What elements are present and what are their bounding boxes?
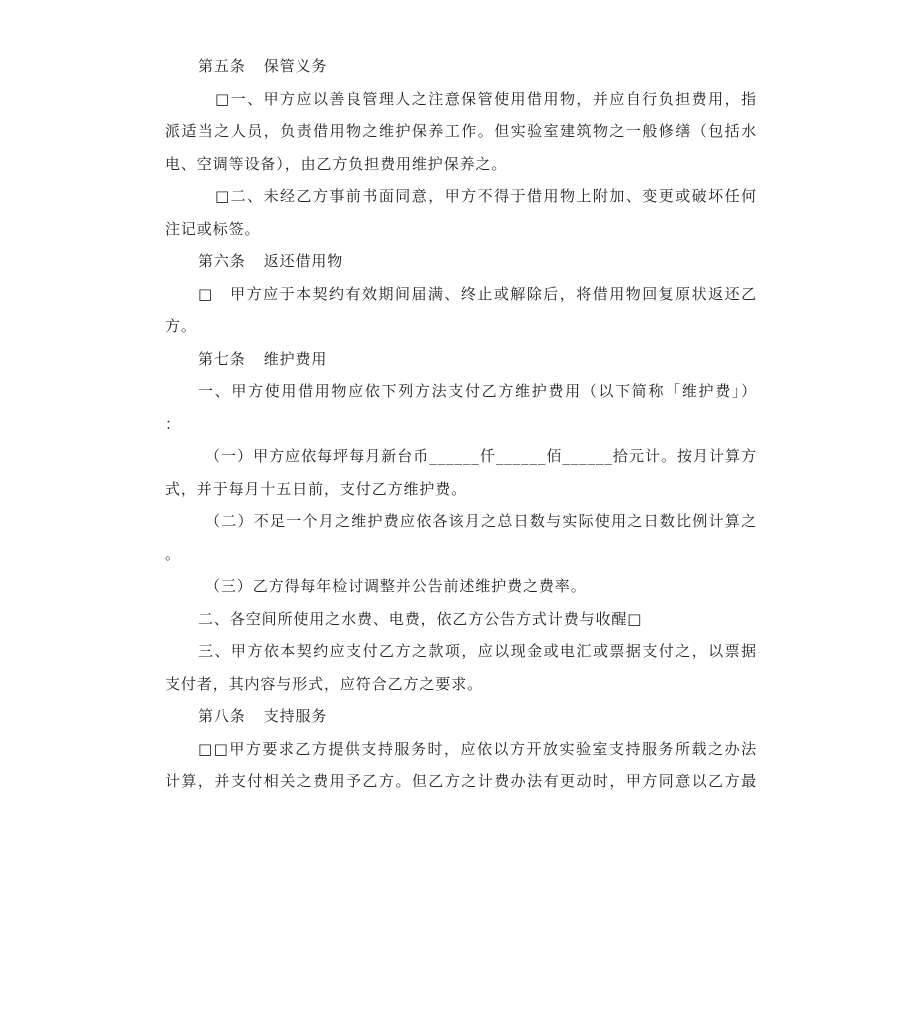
article-5-number: 第五条 [198,57,246,75]
article-7-clause-3-line-2: 支付者，其内容与形式，应符合乙方之要求。 [165,674,484,693]
article-7-item-1-line-2: 式，并于每月十五日前，支付乙方维护费。 [165,479,468,498]
article-5-clause-1-line-2: 派适当之人员，负责借用物之维护保养工作。但实验室建筑物之一般修缮（包括水 [165,122,757,140]
article-8-clause-line-2: 计算，并支付相关之费用予乙方。但乙方之计费办法有更动时，甲方同意以乙方最 [165,772,757,790]
article-5-clause-2-line-1: □二、未经乙方事前书面同意，甲方不得于借用物上附加、变更或破坏任何 [215,187,757,205]
article-7-number: 第七条 [198,349,246,368]
article-6-title: 返还借用物 [263,252,344,270]
article-5-clause-1-line-1: □一、甲方应以善良管理人之注意保管使用借用物，并应自行负担费用，指 [215,89,757,108]
article-7-clause-1-line-1: 一、甲方使用借用物应依下列方法支付乙方维护费用（以下简称「维护费」） [198,382,757,400]
article-8-number: 第八条 [198,707,246,725]
article-7-clause-2: 二、各空间所使用之水费、电费，依乙方公告方式计费与收醒□ [198,609,643,628]
article-7-clause-3-line-1: 三、甲方依本契约应支付乙方之款项，应以现金或电汇或票据支付之，以票据 [198,642,757,660]
article-7-item-2-line-2: 。 [165,544,181,563]
article-5-heading [165,50,757,83]
article-8-heading [165,700,757,733]
article-6-clause-line-1: □ 甲方应于本契约有效期间届满、终止或解除后，将借用物回复原状返还乙 [198,284,757,303]
article-6-clause-line-2: 方。 [165,317,197,335]
article-5-title: 保管义务 [263,57,328,75]
article-8-title: 支持服务 [263,707,328,725]
article-7-item-1-line-1: （一）甲方应依每坪每月新台币______仟______佰______拾元计。按月计算方 [205,447,757,465]
article-5-clause-2-line-2: 注记或标签。 [165,219,261,238]
article-6-heading [165,245,757,278]
article-7-item-2-line-1: （二）不足一个月之维护费应依各该月之总日数与实际使用之日数比例计算之 [205,512,757,530]
article-6-number: 第六条 [198,252,246,270]
article-7-item-3: （三）乙方得每年检讨调整并公告前述维护费之费率。 [205,577,587,595]
article-5-clause-1-line-3: 电、空调等设备），由乙方负担费用维护保养之。 [165,154,508,173]
article-7-heading [165,343,757,376]
article-7-title: 维护费用 [263,349,328,368]
article-8-clause-line-1: □□甲方要求乙方提供支持服务时，应依以方开放实验室支持服务所载之办法 [198,739,757,758]
article-7-clause-1-line-2: ： [165,414,181,433]
document-page [165,50,757,798]
